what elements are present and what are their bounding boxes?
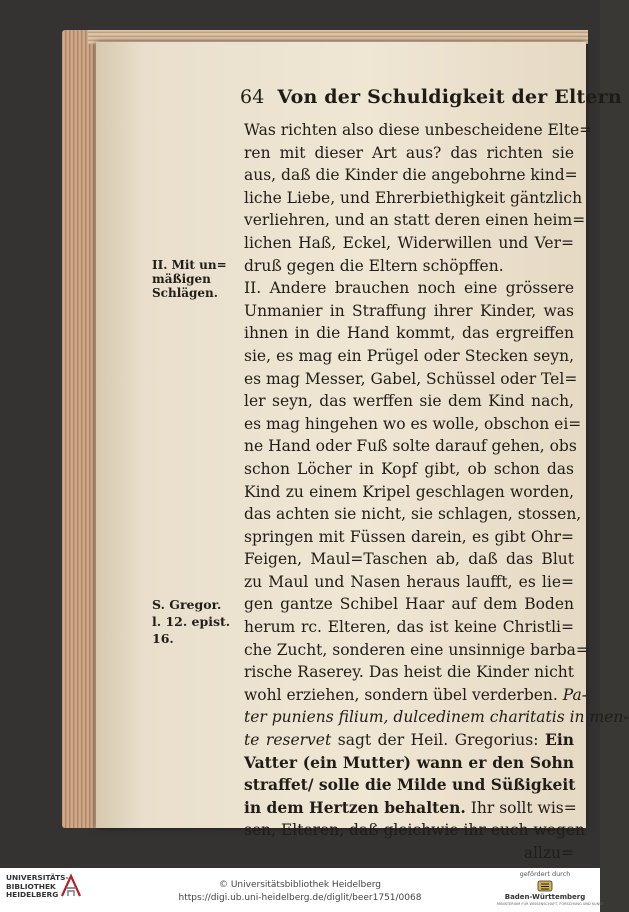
margin-note-2 — [152, 596, 240, 647]
margin-note-line: 16. — [152, 631, 174, 646]
text-line: ler seyn, das werffen sie dem Kind nach, — [244, 392, 574, 411]
logo-line: UNIVERSITÄTS- — [6, 873, 69, 882]
book-page-edges — [62, 30, 96, 828]
funder-name: Baden-Württemberg — [504, 893, 586, 901]
text-line: aus, daß die Kinder die angebohrne kind= — [244, 166, 578, 185]
logo-line: HEIDELBERG — [6, 890, 59, 900]
latin-quote-line: ter puniens filium, dulcedinem charitatis in men- — [244, 708, 629, 727]
text-line — [244, 797, 577, 820]
text-line: schon Löcher in Kopf gibt, ob schon das — [244, 459, 574, 478]
running-head-title: Von der Schuldigkeit der Eltern — [277, 86, 622, 108]
text-line: Feigen, Maul=Taschen ab, daß das Blut — [244, 550, 574, 569]
margin-note-line: mäßigen — [152, 272, 211, 286]
logo-line: BIBLIOTHEK — [6, 881, 56, 891]
text-line: Kind zu einem Kripel geschlagen worden, — [244, 482, 574, 501]
copyright-text: © Universitätsbibliothek Heidelberg — [218, 880, 381, 890]
text-line: es mag Messer, Gabel, Schüssel oder Tel= — [244, 369, 578, 388]
permalink[interactable]: https://digi.ub.uni-heidelberg.de/diglit/beer1751/0068 — [178, 893, 422, 903]
text-line: das achten sie nicht, sie schlagen, stossen, — [244, 505, 582, 524]
body-text — [244, 119, 629, 865]
latin-quote: te reservet — [244, 731, 332, 750]
text-line: rische Raserey. Das heist die Kinder nicht — [244, 663, 574, 682]
funded-by-label: gefördert durch — [519, 870, 571, 878]
text-line — [244, 684, 587, 707]
emphasis-text: Ein — [545, 730, 574, 750]
text-line: gen gantze Schibel Haar auf dem Boden — [244, 595, 574, 614]
text-line — [244, 729, 574, 752]
text-line: druß gegen die Eltern schöpffen. — [244, 256, 504, 275]
text-line: Was richten also diese unbescheidene Elte= — [244, 121, 593, 139]
text-line: liche Liebe, und Ehrerbiethigkeit gäntzlich — [244, 188, 583, 207]
text-segment: Ihr sollt wis= — [470, 798, 577, 817]
margin-note-line: Schlägen. — [152, 286, 218, 300]
funder-subtitle: MINISTERIUM FÜR WISSENSCHAFT, FORSCHUNG UND KUNST — [497, 902, 604, 906]
margin-note-line: l. 12. epist. — [152, 614, 231, 629]
text-line: sen, Elteren, daß gleichwie ihr euch wegen — [244, 821, 586, 840]
text-line: ihnen in die Hand kommt, das ergreiffen — [244, 324, 574, 343]
text-line: zu Maul und Nasen heraus laufft, es lie= — [244, 572, 574, 591]
margin-note-1 — [152, 258, 240, 300]
state-coat-of-arms-icon — [534, 880, 556, 892]
emphasis-line: straffet/ solle die Milde und Süßigkeit — [244, 775, 576, 795]
text-line: ren mit dieser Art aus? das richten sie — [244, 143, 574, 162]
text-segment: sagt der Heil. Gregorius: — [337, 731, 539, 750]
latin-quote: Pa- — [562, 685, 587, 704]
text-line: II. Andere brauchen noch eine grössere — [244, 279, 574, 298]
text-line: che Zucht, sonderen eine unsinnige barba= — [244, 640, 589, 659]
emphasis-text: in dem Hertzen behalten. — [244, 797, 466, 817]
page-number: 64 — [240, 86, 265, 108]
margin-note-line: S. Gregor. — [152, 597, 222, 612]
text-line: es mag hingehen wo es wolle, obschon ei= — [244, 414, 582, 433]
running-head — [240, 86, 622, 108]
text-line: ne Hand oder Fuß solte darauf gehen, obs — [244, 437, 577, 456]
text-line: verliehren, und an statt deren einen heim= — [244, 211, 586, 230]
text-line: springen mit Füssen darein, es gibt Ohr= — [244, 527, 574, 546]
text-line: herum rc. Elteren, das ist keine Christli= — [244, 618, 574, 637]
margin-note-line: II. Mit un= — [152, 258, 227, 272]
text-line: lichen Haß, Eckel, Widerwillen und Ver= — [244, 233, 574, 252]
emphasis-line: Vatter (ein Mutter) wann er den Sohn — [244, 752, 574, 772]
text-line: Unmanier in Straffung ihrer Kinder, was — [244, 301, 574, 320]
text-segment: wohl erziehen, sondern übel verderben. — [244, 685, 558, 704]
text-line: sie, es mag ein Prügel oder Stecken seyn, — [244, 346, 574, 365]
catchword: allzu= — [523, 844, 574, 862]
